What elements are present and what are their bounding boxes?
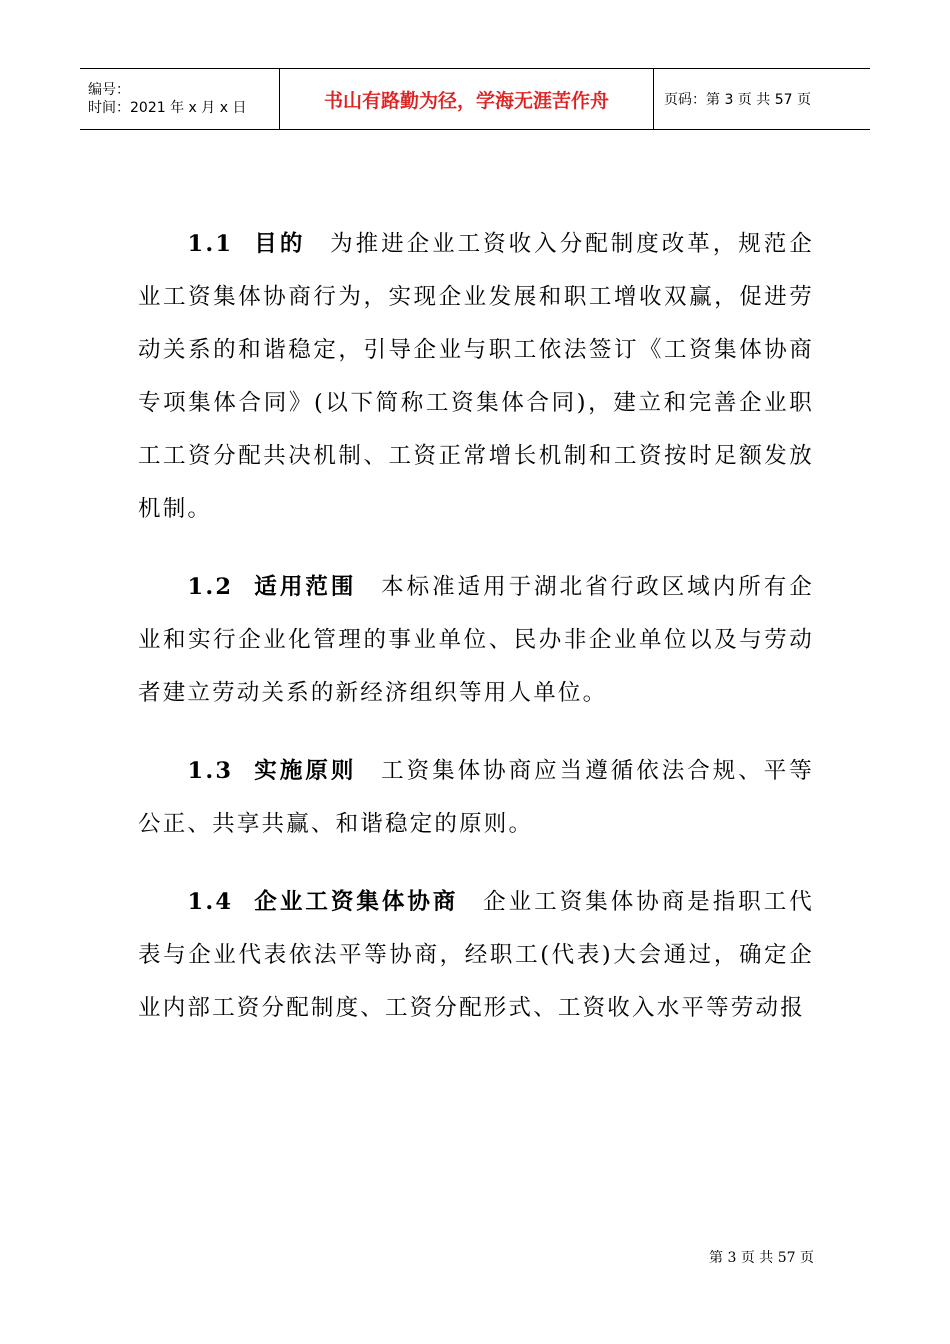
section-number: 1.3 (187, 758, 234, 784)
section-1-1 (138, 218, 814, 536)
header-page-info: 页码：第 3 页 共 57 页 (664, 92, 811, 108)
section-1-4 (138, 876, 814, 1035)
page-header (80, 68, 870, 130)
section-heading: 实施原则 (253, 758, 357, 784)
section-heading: 企业工资集体协商 (253, 889, 459, 915)
document-time-label: 时间：2021 年 x 月 x 日 (88, 100, 247, 116)
section-text: 企业工资集体协商是指职工代表与企业代表依法平等协商，经职工(代表)大会通过，确定企业内部工资分配制度、工资分配形式、工资收入水平等劳动报 (138, 889, 814, 1021)
section-number: 1.1 (187, 231, 234, 257)
section-text: 工资集体协商应当遵循依法合规、平等公正、共享共赢、和谐稳定的原则。 (138, 758, 814, 837)
section-text: 本标准适用于湖北省行政区域内所有企业和实行企业化管理的事业单位、民办非企业单位以及与劳动者建立劳动关系的新经济组织等用人单位。 (138, 574, 814, 706)
document-body (138, 218, 814, 1035)
page-footer: 第 3 页 共 57 页 (709, 1250, 814, 1266)
section-number: 1.4 (187, 889, 234, 915)
section-heading: 适用范围 (253, 574, 357, 600)
document-code-label: 编号： (88, 82, 130, 98)
section-heading: 目的 (253, 231, 306, 257)
header-motto: 书山有路勤为径，学海无涯苦作舟 (280, 69, 654, 129)
header-meta (80, 69, 280, 129)
section-1-3 (138, 745, 814, 851)
section-number: 1.2 (187, 574, 234, 600)
section-text: 为推进企业工资收入分配制度改革，规范企业工资集体协商行为，实现企业发展和职工增收双赢，促进劳动关系的和谐稳定，引导企业与职工依法签订《工资集体协商专项集体合同》(以下简称工资集体合同)，建立和完善企业职工工资分配共决机制、工资正常增长机制和工资按时足额发放机制。 (138, 231, 814, 522)
section-1-2 (138, 561, 814, 720)
